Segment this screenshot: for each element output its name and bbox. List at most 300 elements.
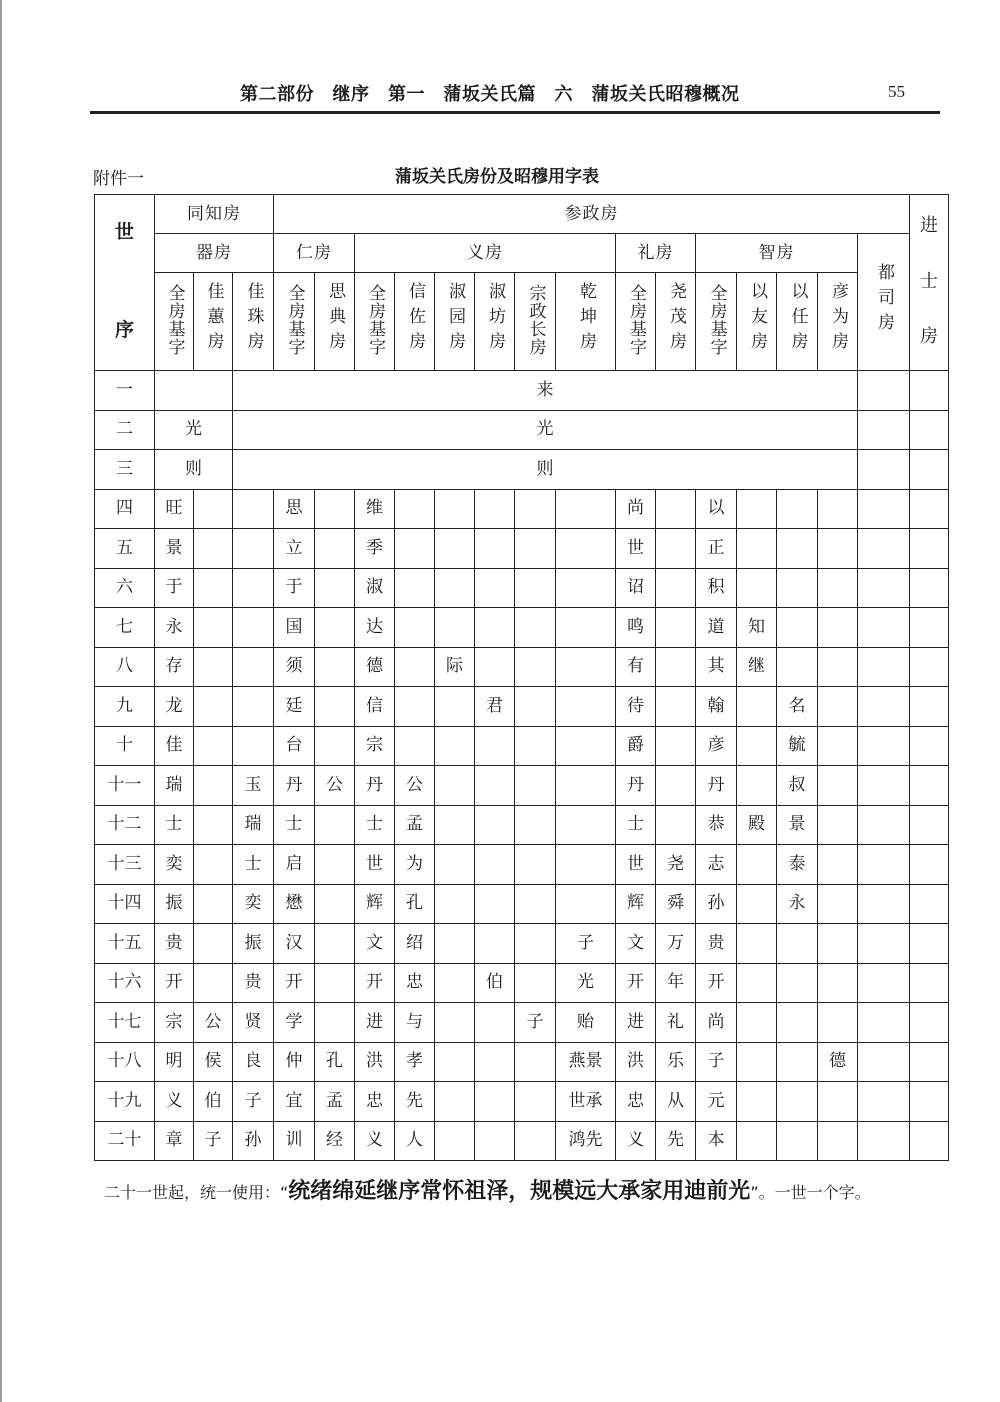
table-cell: 训	[274, 1121, 315, 1161]
table-cell: 士	[274, 805, 315, 845]
generation-label: 十六	[95, 963, 155, 1003]
table-cell	[818, 845, 858, 885]
generation-label: 十一	[95, 766, 155, 806]
table-cell	[556, 805, 616, 845]
table-cell: 有	[616, 647, 656, 687]
table-cell	[737, 1042, 777, 1082]
table-cell	[737, 489, 777, 529]
column-header: 全房基字	[155, 273, 194, 371]
table-cell: 万	[656, 924, 696, 964]
table-cell	[475, 608, 515, 648]
table-row	[95, 371, 949, 411]
table-cell: 瑞	[155, 766, 194, 806]
table-cell: 殿	[737, 805, 777, 845]
table-cell	[233, 489, 274, 529]
table-cell	[194, 884, 233, 924]
table-cell	[233, 726, 274, 766]
table-cell: 进	[355, 1003, 395, 1043]
table-cell	[194, 647, 233, 687]
table-cell	[777, 1042, 818, 1082]
table-cell: 先	[395, 1082, 435, 1122]
table-cell: 振	[155, 884, 194, 924]
table-cell	[777, 608, 818, 648]
table-row	[95, 410, 949, 450]
table-cell: 忠	[355, 1082, 395, 1122]
table-cell: 达	[355, 608, 395, 648]
footer-suffix: ”。一世一个字。	[750, 1183, 871, 1202]
table-cell: 伯	[194, 1082, 233, 1122]
table-cell	[910, 371, 949, 411]
table-cell	[315, 647, 355, 687]
generation-label: 十七	[95, 1003, 155, 1043]
table-cell: 孟	[395, 805, 435, 845]
table-cell: 子	[556, 924, 616, 964]
table-cell	[515, 845, 556, 885]
table-cell	[194, 529, 233, 569]
table-cell	[777, 568, 818, 608]
table-cell: 诏	[616, 568, 656, 608]
table-cell	[233, 608, 274, 648]
table-cell	[818, 963, 858, 1003]
table-cell	[475, 1042, 515, 1082]
table-cell	[656, 489, 696, 529]
table-cell	[515, 963, 556, 1003]
table-cell: 懋	[274, 884, 315, 924]
table-cell: 士	[233, 845, 274, 885]
table-cell: 翰	[696, 687, 737, 727]
merged-cell-canzheng: 来	[233, 371, 858, 411]
table-row	[95, 924, 949, 964]
table-cell	[910, 647, 949, 687]
table-cell	[818, 647, 858, 687]
table-cell	[910, 1082, 949, 1122]
table-cell: 开	[155, 963, 194, 1003]
table-cell	[858, 1042, 910, 1082]
table-cell	[818, 1003, 858, 1043]
table-cell: 德	[355, 647, 395, 687]
table-cell	[737, 529, 777, 569]
table-cell: 志	[696, 845, 737, 885]
table-cell	[435, 766, 475, 806]
table-cell: 信	[355, 687, 395, 727]
merged-cell-canzheng: 则	[233, 450, 858, 490]
generation-label: 十八	[95, 1042, 155, 1082]
table-cell	[515, 647, 556, 687]
table-cell: 辉	[616, 884, 656, 924]
table-row	[95, 1042, 949, 1082]
table-cell: 义	[155, 1082, 194, 1122]
table-row	[95, 963, 949, 1003]
table-cell: 以	[696, 489, 737, 529]
table-cell	[818, 608, 858, 648]
merged-cell-tongzhi: 则	[155, 450, 233, 490]
table-cell: 丹	[696, 766, 737, 806]
table-cell	[556, 884, 616, 924]
table-cell	[818, 924, 858, 964]
table-cell	[315, 884, 355, 924]
table-cell	[515, 766, 556, 806]
table-cell: 瑞	[233, 805, 274, 845]
table-cell: 孙	[696, 884, 737, 924]
table-cell: 贵	[233, 963, 274, 1003]
table-cell: 际	[435, 647, 475, 687]
table-cell: 孟	[315, 1082, 355, 1122]
table-cell: 贵	[696, 924, 737, 964]
table-cell	[910, 726, 949, 766]
group-canzheng: 参政房	[274, 195, 910, 234]
table-cell: 丹	[274, 766, 315, 806]
table-cell	[858, 766, 910, 806]
table-cell	[475, 1003, 515, 1043]
table-cell	[910, 924, 949, 964]
table-cell	[395, 647, 435, 687]
table-cell: 玉	[233, 766, 274, 806]
table-cell: 永	[155, 608, 194, 648]
table-cell	[556, 647, 616, 687]
generation-label: 十五	[95, 924, 155, 964]
table-cell: 待	[616, 687, 656, 727]
table-cell	[515, 805, 556, 845]
table-cell: 士	[355, 805, 395, 845]
table-cell	[656, 647, 696, 687]
table-cell	[737, 924, 777, 964]
table-cell	[556, 766, 616, 806]
table-cell: 孙	[233, 1121, 274, 1161]
table-cell: 国	[274, 608, 315, 648]
table-cell	[315, 608, 355, 648]
table-cell: 启	[274, 845, 315, 885]
table-cell	[194, 489, 233, 529]
table-cell: 道	[696, 608, 737, 648]
table-cell	[858, 489, 910, 529]
table-cell: 洪	[355, 1042, 395, 1082]
table-cell: 淑	[355, 568, 395, 608]
table-cell: 佳	[155, 726, 194, 766]
table-cell: 燕景	[556, 1042, 616, 1082]
subgroup-qi: 器房	[155, 234, 274, 273]
table-cell	[910, 608, 949, 648]
table-row	[95, 1082, 949, 1122]
table-cell	[435, 1042, 475, 1082]
table-cell: 士	[155, 805, 194, 845]
table-cell: 丹	[355, 766, 395, 806]
table-row	[95, 568, 949, 608]
table-cell	[435, 845, 475, 885]
table-cell: 伯	[475, 963, 515, 1003]
column-header: 思典房	[315, 273, 355, 371]
table-cell: 龙	[155, 687, 194, 727]
table-cell: 开	[616, 963, 656, 1003]
table-cell: 维	[355, 489, 395, 529]
table-cell	[556, 568, 616, 608]
table-cell	[395, 608, 435, 648]
table-cell: 奕	[233, 884, 274, 924]
table-cell: 公	[315, 766, 355, 806]
generation-label: 九	[95, 687, 155, 727]
table-cell: 丹	[616, 766, 656, 806]
table-cell: 舜	[656, 884, 696, 924]
table-cell	[435, 1003, 475, 1043]
table-row	[95, 529, 949, 569]
table-cell	[194, 608, 233, 648]
table-cell: 学	[274, 1003, 315, 1043]
column-header: 全房基字	[274, 273, 315, 371]
table-cell: 忠	[395, 963, 435, 1003]
table-cell	[435, 924, 475, 964]
column-header: 全房基字	[696, 273, 737, 371]
page-edge	[0, 0, 2, 1402]
table-cell	[858, 608, 910, 648]
table-cell: 明	[155, 1042, 194, 1082]
table-cell: 君	[475, 687, 515, 727]
table-cell	[656, 687, 696, 727]
table-cell: 义	[616, 1121, 656, 1161]
table-cell	[395, 568, 435, 608]
subgroup-li: 礼房	[616, 234, 696, 273]
table-cell: 继	[737, 647, 777, 687]
table-cell	[475, 647, 515, 687]
table-cell	[194, 845, 233, 885]
table-cell	[515, 608, 556, 648]
table-cell: 开	[355, 963, 395, 1003]
table-cell	[435, 884, 475, 924]
attachment-label: 附件一	[93, 169, 144, 189]
table-cell: 台	[274, 726, 315, 766]
column-header: 以任房	[777, 273, 818, 371]
table-cell	[395, 687, 435, 727]
table-cell: 尧	[656, 845, 696, 885]
table-cell	[910, 687, 949, 727]
table-cell: 宗	[155, 1003, 194, 1043]
table-cell: 开	[696, 963, 737, 1003]
merged-cell-tongzhi: 光	[155, 410, 233, 450]
table-cell: 公	[395, 766, 435, 806]
table-cell	[858, 1003, 910, 1043]
table-cell	[737, 687, 777, 727]
table-cell	[777, 529, 818, 569]
table-cell: 于	[274, 568, 315, 608]
table-cell	[777, 1121, 818, 1161]
table-cell: 义	[355, 1121, 395, 1161]
table-cell	[435, 608, 475, 648]
table-cell	[858, 963, 910, 1003]
column-header: 全房基字	[616, 273, 656, 371]
table-cell	[515, 1082, 556, 1122]
table-cell	[233, 647, 274, 687]
table-cell: 公	[194, 1003, 233, 1043]
generation-label: 十三	[95, 845, 155, 885]
table-cell: 泰	[777, 845, 818, 885]
table-cell	[515, 687, 556, 727]
table-cell	[556, 529, 616, 569]
table-cell	[435, 489, 475, 529]
table-cell	[435, 963, 475, 1003]
column-header: 淑园房	[435, 273, 475, 371]
generation-label: 五	[95, 529, 155, 569]
generation-label: 十九	[95, 1082, 155, 1122]
table-cell: 宗	[355, 726, 395, 766]
table-cell	[818, 1121, 858, 1161]
table-cell	[194, 766, 233, 806]
table-cell	[777, 647, 818, 687]
table-cell	[435, 726, 475, 766]
table-cell	[315, 489, 355, 529]
table-cell	[395, 726, 435, 766]
table-cell: 于	[155, 568, 194, 608]
table-cell: 立	[274, 529, 315, 569]
table-cell	[777, 924, 818, 964]
table-cell	[194, 568, 233, 608]
generation-header-bottom: 序	[114, 319, 134, 341]
table-cell	[556, 687, 616, 727]
table-cell	[435, 529, 475, 569]
subgroup-zhi: 智房	[696, 234, 858, 273]
generation-character-table	[94, 194, 949, 1161]
table-cell	[737, 884, 777, 924]
table-cell	[194, 726, 233, 766]
subgroup-dusi: 都司房	[858, 234, 910, 371]
table-cell	[556, 726, 616, 766]
table-cell	[858, 529, 910, 569]
table-cell	[777, 1003, 818, 1043]
table-cell	[818, 726, 858, 766]
table-cell	[475, 1082, 515, 1122]
table-cell	[737, 1082, 777, 1122]
table-cell: 知	[737, 608, 777, 648]
table-cell: 洪	[616, 1042, 656, 1082]
table-cell	[737, 568, 777, 608]
table-cell	[910, 450, 949, 490]
table-cell	[910, 963, 949, 1003]
table-cell: 先	[656, 1121, 696, 1161]
table-cell: 毓	[777, 726, 818, 766]
table-cell	[315, 687, 355, 727]
table-cell: 季	[355, 529, 395, 569]
table-cell: 鸣	[616, 608, 656, 648]
table-cell: 本	[696, 1121, 737, 1161]
table-cell: 振	[233, 924, 274, 964]
table-cell	[315, 568, 355, 608]
table-cell: 积	[696, 568, 737, 608]
table-cell	[910, 845, 949, 885]
table-cell: 世	[355, 845, 395, 885]
table-cell: 侯	[194, 1042, 233, 1082]
table-cell: 子	[233, 1082, 274, 1122]
table-cell: 进	[616, 1003, 656, 1043]
table-cell: 景	[777, 805, 818, 845]
generation-label: 十	[95, 726, 155, 766]
table-cell: 章	[155, 1121, 194, 1161]
table-cell	[737, 845, 777, 885]
table-cell	[395, 529, 435, 569]
table-cell: 贵	[155, 924, 194, 964]
table-cell	[656, 608, 696, 648]
table-cell: 思	[274, 489, 315, 529]
table-cell	[777, 1082, 818, 1122]
footer-note	[104, 1175, 954, 1210]
footer-prefix: 二十一世起，统一使用：“	[104, 1183, 289, 1202]
table-cell: 与	[395, 1003, 435, 1043]
subgroup-ren: 仁房	[274, 234, 355, 273]
table-cell: 叔	[777, 766, 818, 806]
table-cell	[656, 726, 696, 766]
table-cell: 景	[155, 529, 194, 569]
table-cell: 人	[395, 1121, 435, 1161]
table-cell: 子	[194, 1121, 233, 1161]
table-cell: 爵	[616, 726, 656, 766]
table-cell	[395, 489, 435, 529]
table-cell	[737, 1121, 777, 1161]
column-header: 宗政长房	[515, 273, 556, 371]
table-cell	[910, 410, 949, 450]
table-cell	[435, 687, 475, 727]
table-cell	[777, 963, 818, 1003]
table-cell: 彦	[696, 726, 737, 766]
table-cell: 其	[696, 647, 737, 687]
column-header: 彦为房	[818, 273, 858, 371]
table-cell	[515, 529, 556, 569]
column-header: 乾坤房	[556, 273, 616, 371]
table-cell	[315, 924, 355, 964]
table-cell: 子	[515, 1003, 556, 1043]
table-row	[95, 608, 949, 648]
table-cell	[233, 687, 274, 727]
table-cell: 文	[355, 924, 395, 964]
page-number: 55	[888, 82, 905, 101]
table-cell	[435, 568, 475, 608]
table-cell	[737, 766, 777, 806]
subgroup-yi: 义房	[355, 234, 616, 273]
table-cell	[475, 489, 515, 529]
table-row	[95, 884, 949, 924]
table-cell	[910, 1121, 949, 1161]
table-cell: 尚	[696, 1003, 737, 1043]
table-cell	[858, 410, 910, 450]
table-cell	[475, 766, 515, 806]
table-cell	[818, 489, 858, 529]
table-cell: 廷	[274, 687, 315, 727]
table-row	[95, 687, 949, 727]
table-cell: 旺	[155, 489, 194, 529]
table-cell	[515, 924, 556, 964]
column-header: 信佐房	[395, 273, 435, 371]
table-row	[95, 766, 949, 806]
table-cell: 尚	[616, 489, 656, 529]
table-cell	[475, 924, 515, 964]
table-cell	[435, 1121, 475, 1161]
table-cell	[515, 489, 556, 529]
table-cell	[737, 1003, 777, 1043]
table-cell	[233, 529, 274, 569]
table-cell	[858, 805, 910, 845]
table-cell	[194, 805, 233, 845]
table-cell	[818, 1082, 858, 1122]
generation-label: 十二	[95, 805, 155, 845]
table-cell	[818, 884, 858, 924]
table-row	[95, 647, 949, 687]
table-cell	[475, 884, 515, 924]
table-cell: 年	[656, 963, 696, 1003]
table-cell: 名	[777, 687, 818, 727]
table-cell: 士	[616, 805, 656, 845]
column-header: 以友房	[737, 273, 777, 371]
table-cell: 礼	[656, 1003, 696, 1043]
table-cell	[858, 568, 910, 608]
table-cell	[475, 1121, 515, 1161]
table-cell: 德	[818, 1042, 858, 1082]
generation-header-top: 世	[114, 221, 134, 243]
table-cell: 须	[274, 647, 315, 687]
